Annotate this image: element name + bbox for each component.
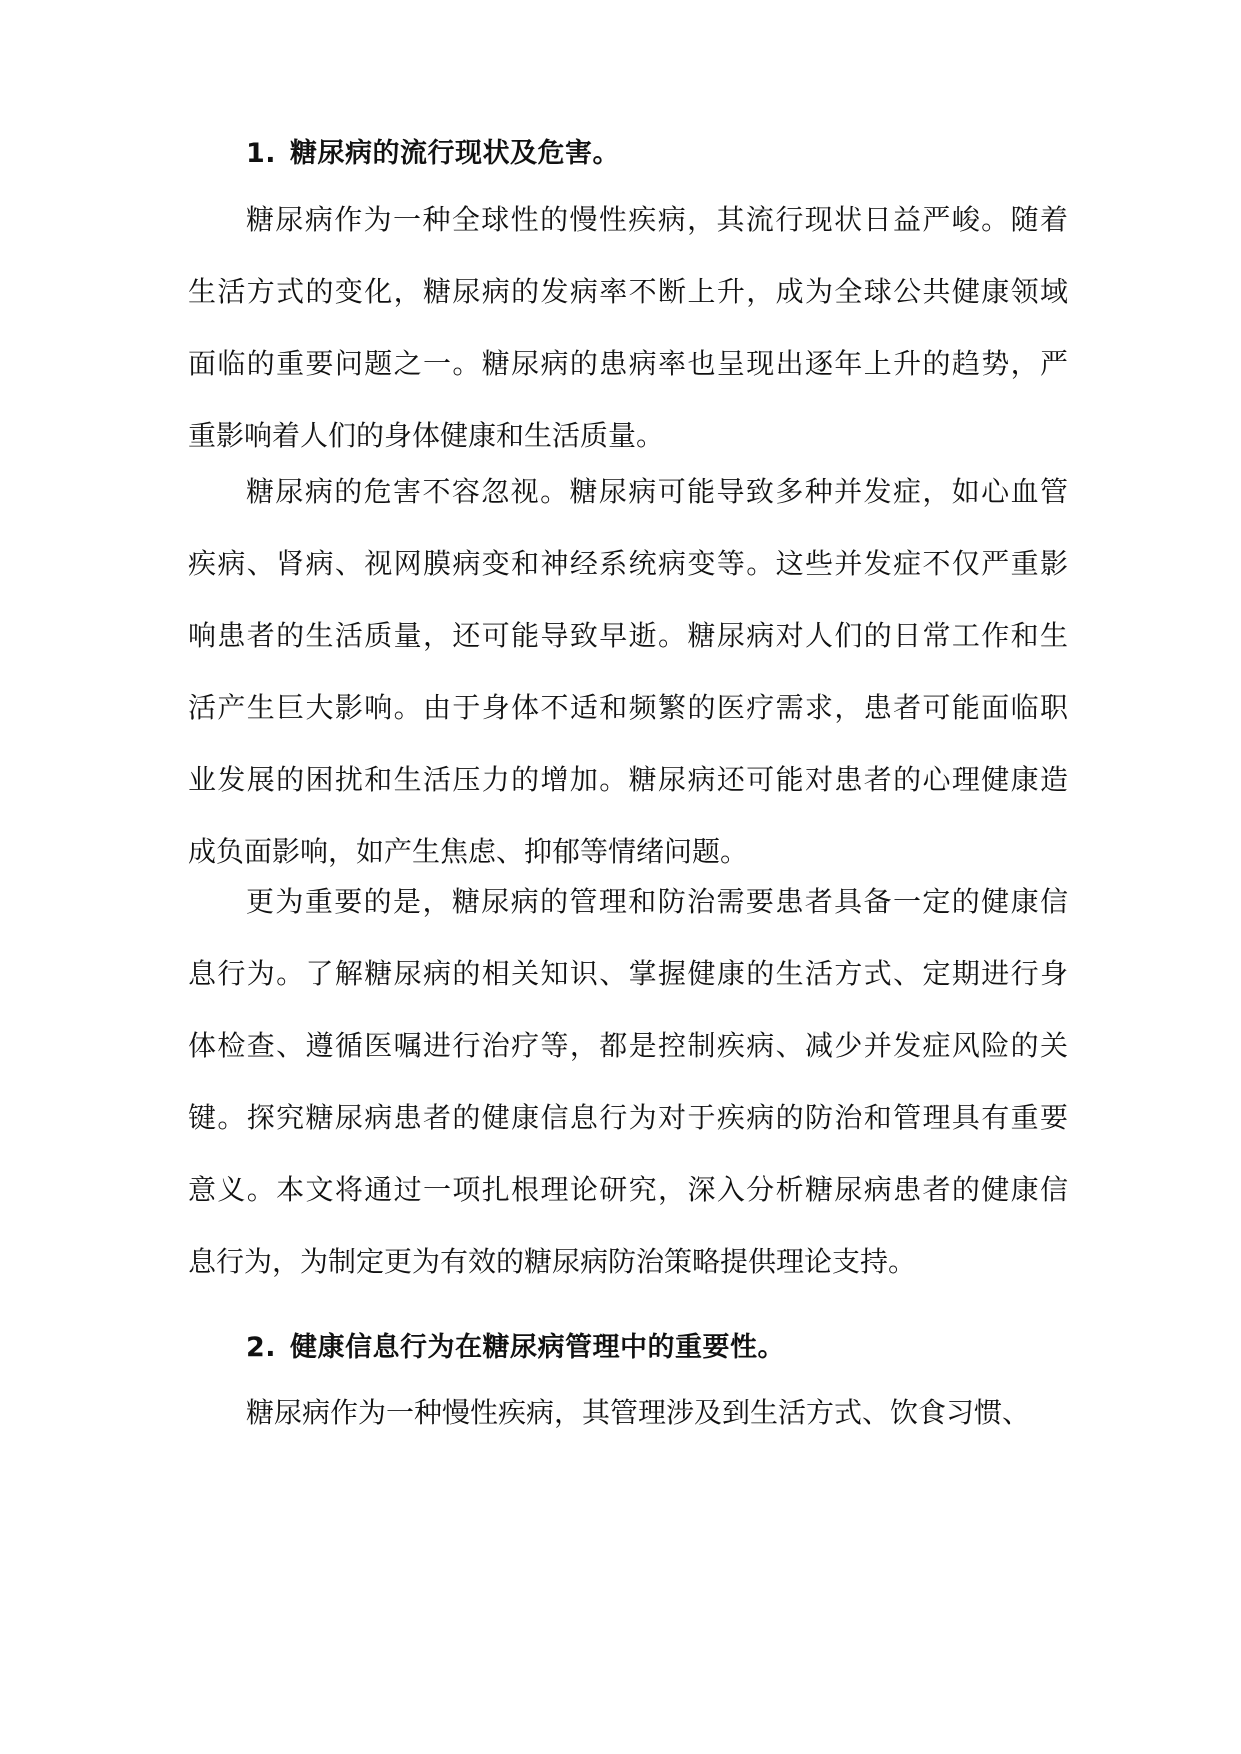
paragraph-line: 息行为。了解糖尿病的相关知识、掌握健康的生活方式、定期进行身 — [188, 957, 1068, 990]
paragraph-line: 活产生巨大影响。由于身体不适和频繁的医疗需求，患者可能面临职 — [188, 691, 1068, 724]
paragraph-line: 键。探究糖尿病患者的健康信息行为对于疾病的防治和管理具有重要 — [188, 1101, 1068, 1134]
section-heading — [246, 136, 620, 172]
paragraph — [188, 456, 1068, 888]
section-number: 1. — [246, 138, 277, 169]
section-number: 2. — [246, 1332, 277, 1363]
paragraph-line: 糖尿病作为一种全球性的慢性疾病，其流行现状日益严峻。随着 — [246, 203, 1068, 236]
section-title: 健康信息行为在糖尿病管理中的重要性。 — [290, 1332, 786, 1363]
paragraph-line: 息行为，为制定更为有效的糖尿病防治策略提供理论支持。 — [188, 1245, 917, 1278]
paragraph-line: 成负面影响，如产生焦虑、抑郁等情绪问题。 — [188, 835, 749, 868]
paragraph — [188, 1377, 1068, 1449]
paragraph-line: 意义。本文将通过一项扎根理论研究，深入分析糖尿病患者的健康信 — [188, 1173, 1068, 1206]
paragraph — [188, 184, 1068, 472]
paragraph-line: 业发展的困扰和生活压力的增加。糖尿病还可能对患者的心理健康造 — [188, 763, 1068, 796]
paragraph-line: 重影响着人们的身体健康和生活质量。 — [188, 419, 665, 452]
paragraph-line: 糖尿病的危害不容忽视。糖尿病可能导致多种并发症，如心血管 — [246, 475, 1068, 508]
paragraph-line: 糖尿病作为一种慢性疾病，其管理涉及到生活方式、饮食习惯、 — [246, 1396, 1031, 1429]
paragraph-line: 疾病、肾病、视网膜病变和神经系统病变等。这些并发症不仅严重影 — [188, 547, 1068, 580]
paragraph-line: 面临的重要问题之一。糖尿病的患病率也呈现出逐年上升的趋势，严 — [188, 347, 1068, 380]
paragraph-line: 响患者的生活质量，还可能导致早逝。糖尿病对人们的日常工作和生 — [188, 619, 1068, 652]
section-heading — [246, 1330, 785, 1366]
section-title: 糖尿病的流行现状及危害。 — [290, 138, 621, 169]
paragraph-line: 体检查、遵循医嘱进行治疗等，都是控制疾病、减少并发症风险的关 — [188, 1029, 1068, 1062]
paragraph — [188, 866, 1068, 1298]
paragraph-line: 更为重要的是，糖尿病的管理和防治需要患者具备一定的健康信 — [246, 885, 1068, 918]
paragraph-line: 生活方式的变化，糖尿病的发病率不断上升，成为全球公共健康领域 — [188, 275, 1068, 308]
